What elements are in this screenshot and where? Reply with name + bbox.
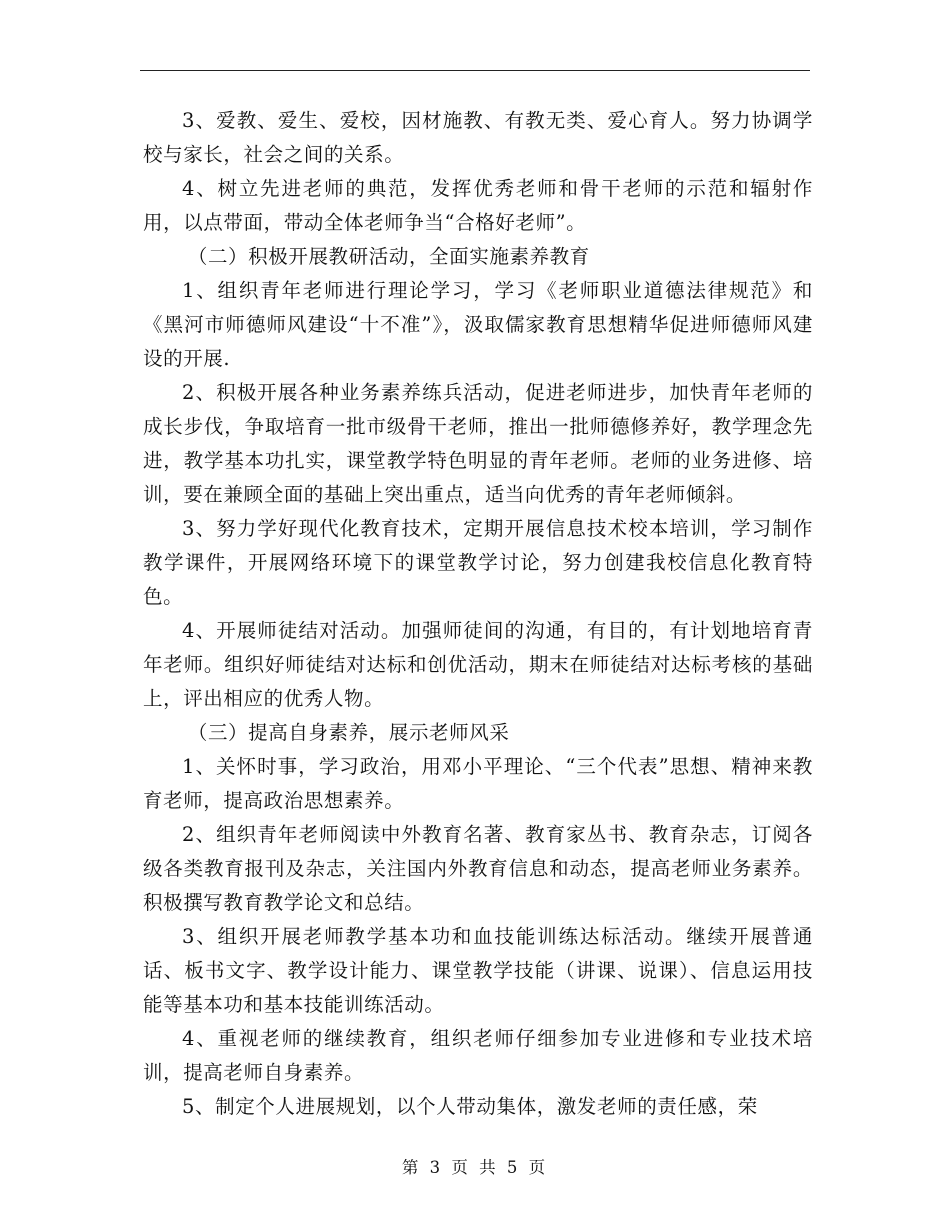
- paragraph: 3、组织开展老师教学基本功和血技能训练达标活动。继续开展普通话、板书文字、教学设计能力、课堂教学技能（讲课、说课）、信息运用技能等基本功和基本技能训练活动。: [143, 925, 813, 1016]
- page-footer: 第 3 页 共 5 页: [401, 1158, 549, 1177]
- paragraph: 3、努力学好现代化教育技术，定期开展信息技术校本培训，学习制作教学课件，开展网络环境下的课堂教学讨论，努力创建我校信息化教育特色。: [143, 517, 813, 608]
- paragraph: 4、重视老师的继续教育，组织老师仔细参加专业进修和专业技术培训，提高老师自身素养。: [143, 1027, 813, 1084]
- paragraph: 3、爱教、爱生、爱校，因材施教、有教无类、爱心育人。努力协调学校与家长，社会之间的关系。: [143, 109, 813, 166]
- paragraph: 1、关怀时事，学习政治，用邓小平理论、“三个代表”思想、精神来教育老师，提高政治思想素养。: [143, 755, 813, 812]
- document-body: [143, 104, 813, 1124]
- section-heading: （三）提高自身素养，展示老师风采: [187, 721, 510, 744]
- paragraph: 2、积极开展各种业务素养练兵活动，促进老师进步，加快青年老师的成长步伐，争取培育一批市级骨干老师，推出一批师德修养好，教学理念先进，教学基本功扎实，课堂教学特色明显的青年老师。老师的业务进修、培训，要在兼顾全面的基础上突出重点，适当向优秀的青年老师倾斜。: [143, 381, 813, 506]
- paragraph: 4、开展师徒结对活动。加强师徒间的沟通，有目的，有计划地培育青年老师。组织好师徒结对达标和创优活动，期末在师徒结对达标考核的基础上，评出相应的优秀人物。: [143, 619, 813, 710]
- paragraph: 1、组织青年老师进行理论学习，学习《老师职业道德法律规范》和《黑河市师德师风建设“十不准”》，汲取儒家教育思想精华促进师德师风建设的开展.: [143, 279, 813, 370]
- header-rule: [140, 70, 810, 71]
- section-heading: （二）积极开展教研活动，全面实施素养教育: [187, 245, 590, 268]
- paragraph: 5、制定个人进展规划，以个人带动集体，激发老师的责任感，荣: [182, 1095, 758, 1118]
- paragraph: 4、树立先进老师的典范，发挥优秀老师和骨干老师的示范和辐射作用，以点带面，带动全体老师争当“合格好老师”。: [143, 177, 813, 234]
- paragraph: 2、组织青年老师阅读中外教育名著、教育家丛书、教育杂志，订阅各级各类教育报刊及杂志，关注国内外教育信息和动态，提高老师业务素养。积极撰写教育教学论文和总结。: [143, 823, 813, 914]
